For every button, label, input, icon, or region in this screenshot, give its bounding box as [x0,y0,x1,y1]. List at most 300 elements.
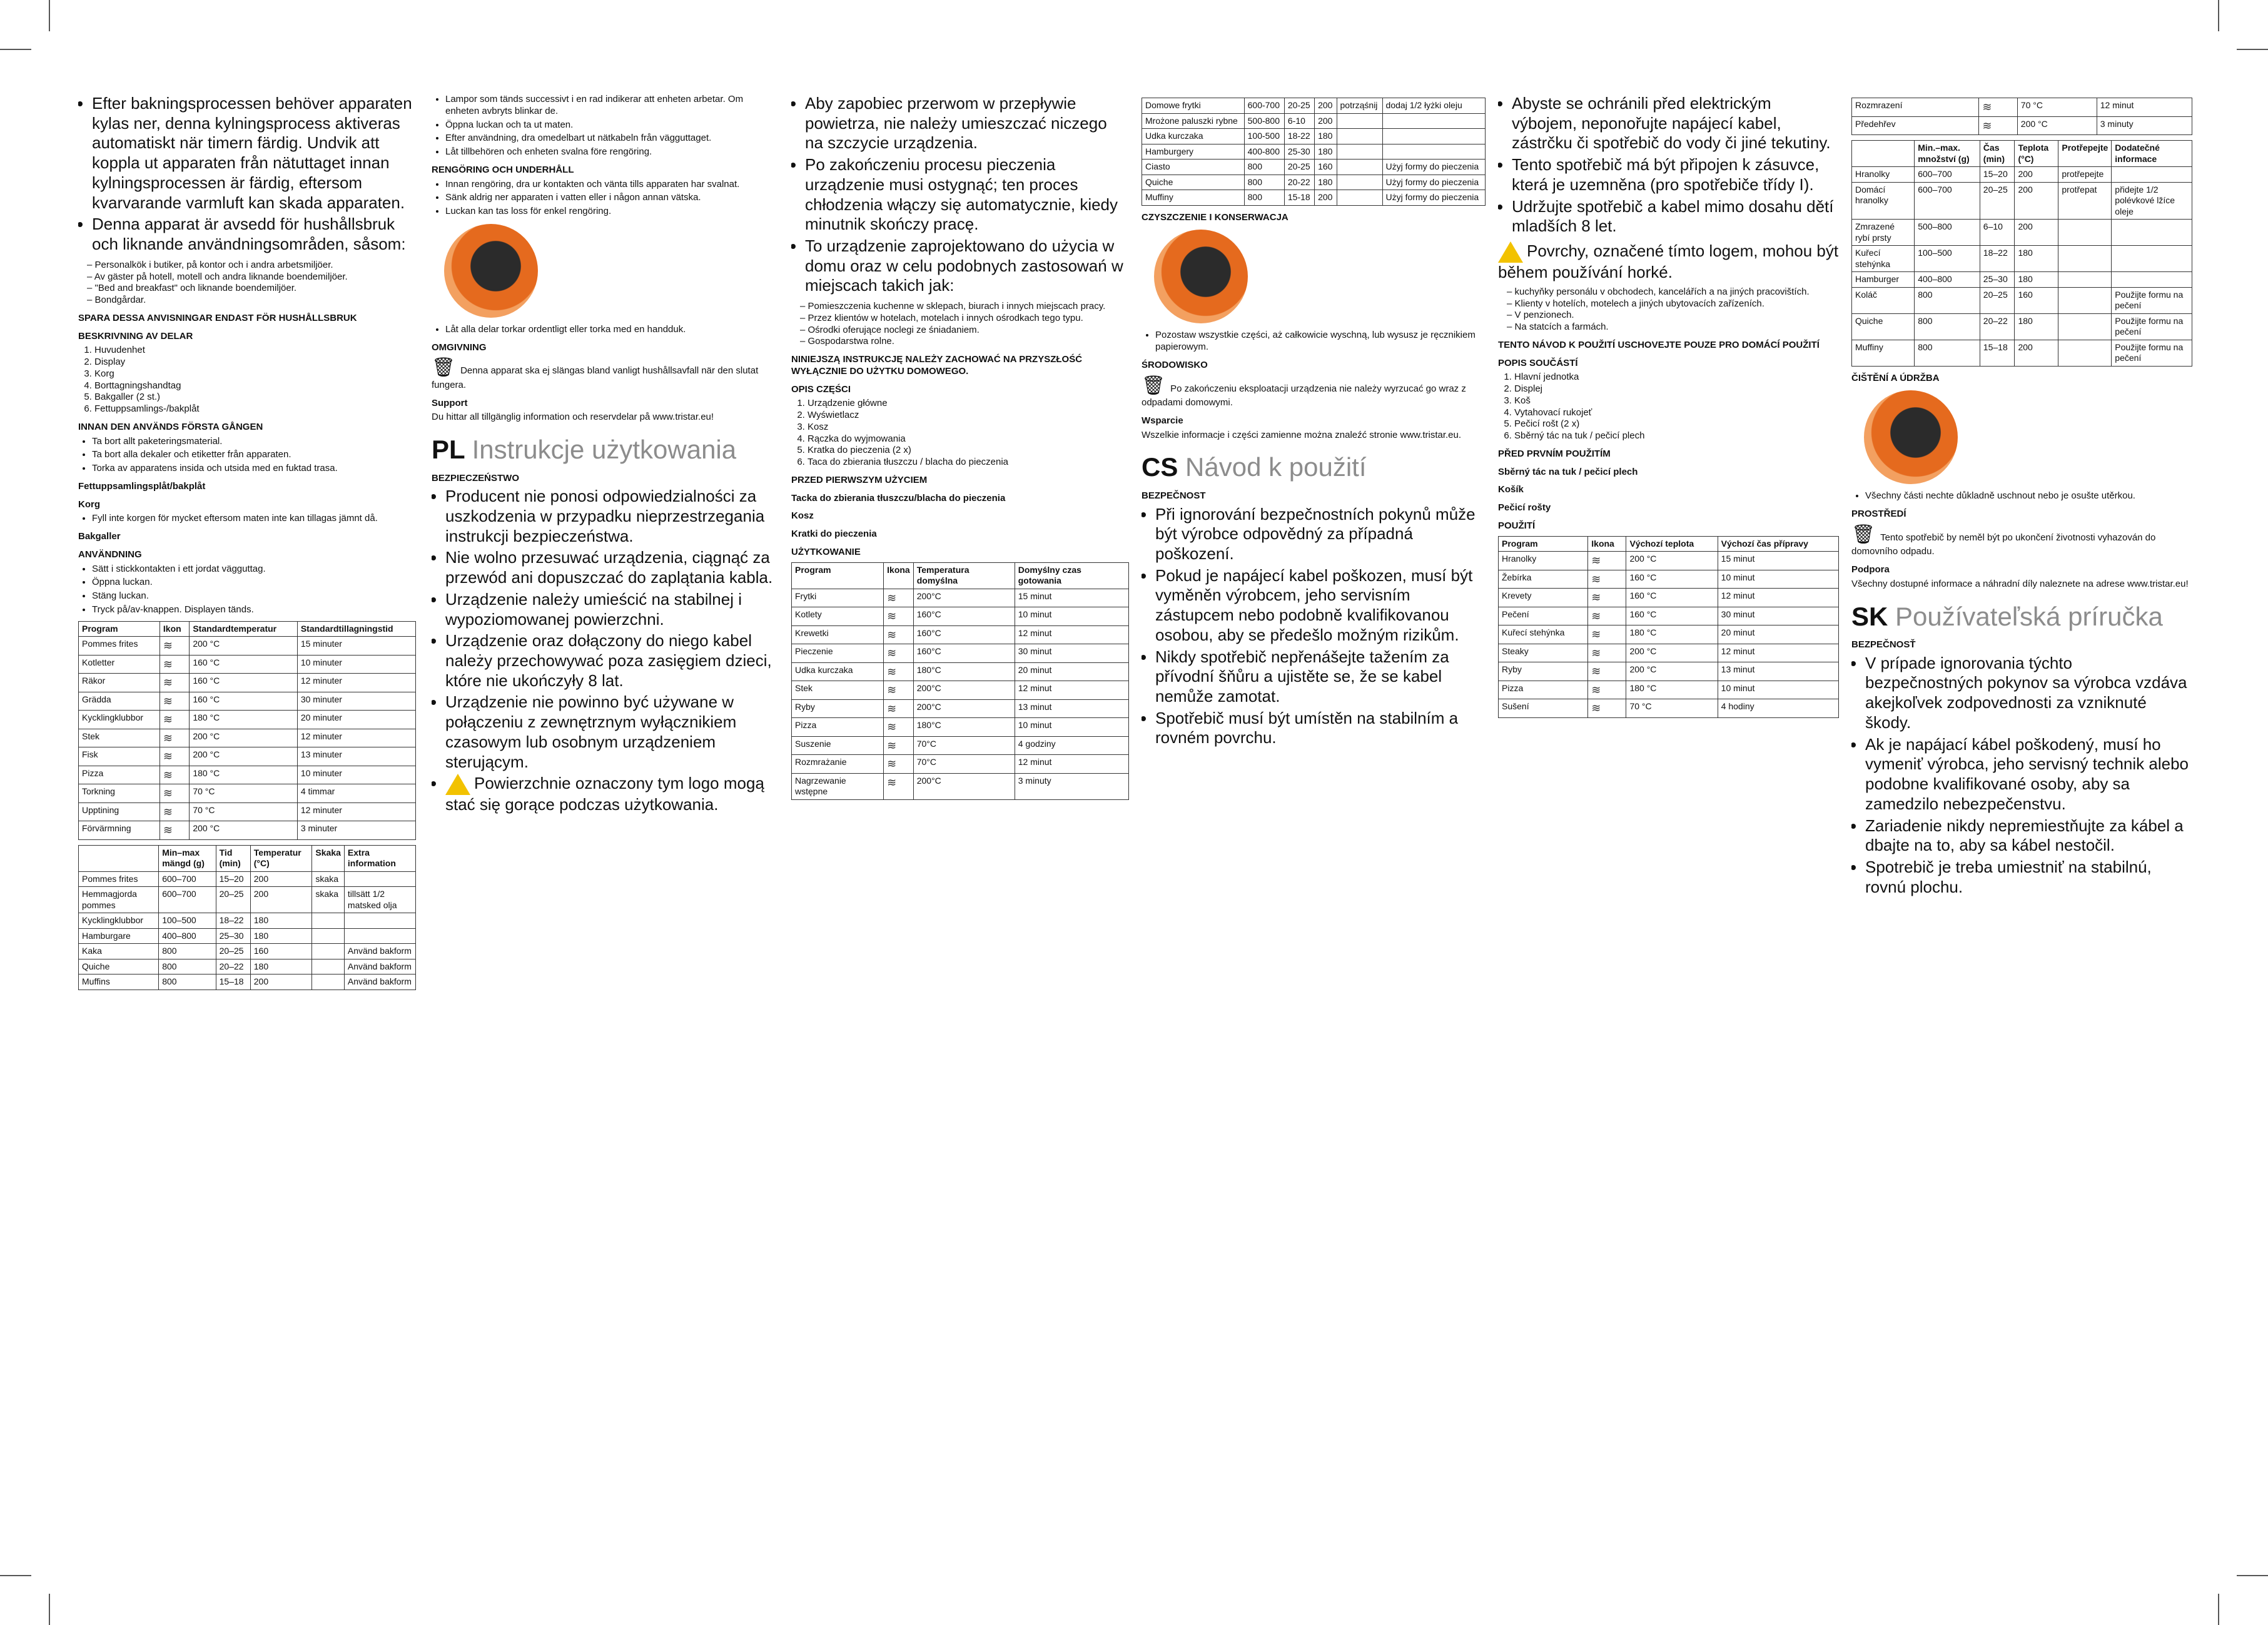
table-row [792,755,1129,774]
crop-mark [0,49,31,50]
table-cell [1337,129,1382,144]
crop-mark [2218,1594,2219,1625]
table-cell: Hamburgery [1142,144,1245,159]
table-cell: 180 °C [190,766,298,784]
before-heading: PRZED PIERWSZYM UŻYCIEM [791,474,928,485]
fat-tray-heading: Tacka do zbierania tłuszczu/blacha do pieczenia [791,492,1006,504]
table-cell: Krewetki [792,625,884,644]
list-item: • Ta bort alla dekaler och etiketter från apparaten. [92,449,416,461]
table-header-cell: Program [79,621,160,637]
program-icon: ≋ [884,607,914,626]
table-cell: Fisk [79,747,160,766]
safety-list [1142,505,1486,749]
table-cell: 70 °C [190,802,298,821]
support-text: Wszelkie informacje i części zamienne można znaleźć stronie www.tristar.eu. [1142,429,1462,440]
list-item: – Ośrodki oferujące noclegi ze śniadaniem. [810,325,1129,337]
table-header-cell: Protřepejte [2058,141,2112,167]
table-row [792,662,1129,681]
crop-mark [2237,1575,2268,1576]
table-cell: 15–20 [216,871,250,887]
list-item: • Tryck på/av-knappen. Displayen tänds. [92,604,416,616]
table-cell: Hamburger [1852,272,1915,288]
table-cell: 180 [1315,175,1337,190]
table-cell: Udka kurczaka [1142,129,1245,144]
list-item [445,774,779,815]
table-cell: 30 minut [1718,607,1838,625]
program-icon: ≋ [1588,625,1626,644]
table-cell: 600-700 [1244,98,1284,114]
table-row [79,729,416,747]
table-cell: 4 godziny [1015,736,1128,755]
table-cell: Předehřev [1852,116,1979,135]
table-cell: protřepat [2058,182,2112,220]
table-cell: Nagrzewanie wstępne [792,773,884,799]
table-row [1852,340,2192,366]
table-cell: 25–30 [1980,272,2015,288]
table-cell: 20–25 [216,944,250,959]
section-title-cs [1142,451,1486,484]
table-cell: Użyj formy do pieczenia [1382,159,1485,175]
list-item: – "Bed and breakfast" och liknande boendemiljöer. [97,283,416,295]
table-cell: Quiche [1142,175,1245,190]
table-row [1499,607,1839,625]
appliance-photo [1154,230,1248,323]
column-polish [791,94,1129,1595]
environment-text [432,356,779,391]
table-row [1142,113,1486,129]
list-item: • Nie wolno przesuwać urządzenia, ciągnąć za przewód ani dopuszczać do zaplątania kabla. [445,548,779,587]
program-icon: ≋ [1588,589,1626,607]
table-cell [2058,340,2112,366]
list-item: 2. Display [94,357,416,368]
lang-title: Používateľská príručka [1895,601,2163,631]
table-cell: 3 minuty [1015,773,1128,799]
table-row [79,766,416,784]
hot-surface-note [1498,241,1839,283]
list-item: • Luckan kan tas loss för enkel rengöring. [445,206,779,218]
table-cell: 18–22 [1980,246,2015,272]
list-item: • Zariadenie nikdy nepremiestňujte za kábel a dbajte na to, aby sa kábel nestočil. [1865,816,2192,856]
table-cell: 800 [159,959,216,974]
table-row [792,625,1129,644]
safety-heading: BEZPEČNOSŤ [1851,639,1916,650]
food-table [78,845,416,990]
table-cell: Muffiny [1852,340,1915,366]
table-cell [1337,159,1382,175]
list-item: • Ak je napájací kábel poškodený, musí ho vymeniť výrobca, jeho servisný technik alebo podobne kvalifikované osoby, aby sa zamedzilo nebezpečenstvu. [1865,735,2192,814]
hot-surface-text: Powierzchnie oznaczony tym logo mogą stać się gorące podczas użytkowania. [445,774,764,814]
table-cell: potrząśnij [1337,98,1382,114]
support-heading: Wsparcie [1142,415,1183,426]
use-heading: UŻYTKOWANIE [791,546,861,557]
parts-heading: POPIS SOUČÁSTÍ [1498,357,1578,368]
dry-list [432,324,779,336]
table-row [79,913,416,929]
program-table-continued [1851,98,2192,135]
table-cell: 800 [1244,159,1284,175]
table-header-cell: Výchozí teplota [1626,536,1718,552]
environment-text-body: Po zakończeniu eksploatacji urządzenia nie należy wyrzucać go wraz z odpadami domowymi. [1142,383,1466,408]
table-header-cell: Program [1499,536,1588,552]
section-title-sk [1851,600,2192,634]
table-cell: 800 [1915,340,1980,366]
table-cell: Muffins [79,974,159,990]
table-cell: Ciasto [1142,159,1245,175]
list-item: • Öppna luckan och ta ut maten. [445,119,779,131]
environment-text-body: Denna apparat ska ej slängas bland vanligt hushållsavfall när den slutat fungera. [432,365,759,390]
table-cell: 160 °C [1626,607,1718,625]
list-item: 3. Koš [1514,395,1839,407]
table-cell: 180 [250,959,312,974]
table-cell: 180 °C [190,711,298,729]
table-cell: 180 [1315,144,1337,159]
table-cell: 200 °C [190,821,298,840]
program-icon: ≋ [884,718,914,737]
program-icon: ≋ [1588,552,1626,570]
table-cell: Pommes frites [79,871,159,887]
hot-surface-text: Povrchy, označené tímto logem, mohou být během používání horké. [1498,241,1839,282]
table-header-cell: Min–max mängd (g) [159,845,216,871]
list-item: – Av gäster på hotell, motell och andra liknande boendemiljöer. [97,271,416,283]
table-cell: Použijte formu na pečení [2112,313,2192,340]
table-cell: 160 °C [190,674,298,692]
table-cell: 160 [1315,159,1337,175]
table-row [79,637,416,656]
list-item: • Urządzenie nie powinno być używane w połączeniu z zewnętrznym wyłącznikiem czasowym lub osobnym urządzeniem sterującym. [445,692,779,772]
table-cell: Kuřecí stehýnka [1499,625,1588,644]
table-cell: Użyj formy do pieczenia [1382,190,1485,206]
table-cell: Stek [792,681,884,700]
table-cell: protřepejte [2058,167,2112,183]
list-item: – Na statcích a farmách. [1517,321,1839,333]
list-item: 3. Kosz [807,422,1129,433]
table-cell: 160°C [913,607,1015,626]
table-cell: 15 minut [1718,552,1838,570]
fat-tray-heading: Sběrný tác na tuk / pečicí plech [1498,466,1638,477]
table-cell: Steaky [1499,644,1588,662]
table-cell: 15 minuter [297,637,415,656]
table-cell: 500-800 [1244,113,1284,129]
use-heading: POUŽITÍ [1498,520,1536,531]
table-header-cell: Standardtemperatur [190,621,298,637]
parts-list [78,345,416,415]
table-cell: 20 minut [1015,662,1128,681]
table-cell: 160 °C [190,692,298,711]
safety-list [432,487,779,815]
table-row [1499,589,1839,607]
table-cell: 12 minut [1015,755,1128,774]
table-cell: 18-22 [1284,129,1314,144]
table-cell: 15–18 [216,974,250,990]
list-item: • Všechny části nechte důkladně uschnout nebo je osušte utěrkou. [1865,490,2192,502]
table-row [1142,98,1486,114]
list-item: 6. Taca do zbierania tłuszczu / blacha do pieczenia [807,457,1129,468]
table-cell: 12 minut [2097,98,2192,117]
cleaning-heading: ČIŠTĚNÍ A ÚDRŽBA [1851,372,1940,383]
list-item: • Pokud je napájecí kabel poškozen, musí být vyměněn výrobcem, jeho servisním zástupcem nebo podobně kvalifikovanou osobou, aby se předešlo možným rizikům. [1155,566,1486,645]
support-text: Du hittar all tillgänglig information och reservdelar på www.tristar.eu! [432,412,714,423]
lang-code: PL [432,435,465,464]
table-cell: 10 minut [1718,681,1838,699]
table-cell [2058,287,2112,313]
table-cell: 200 °C [190,729,298,747]
table-cell [1382,113,1485,129]
table-cell: Torkning [79,784,160,803]
list-item: • Innan rengöring, dra ur kontakten och vänta tills apparaten har svalnat. [445,179,779,191]
table-row [792,644,1129,663]
table-cell: 30 minuter [297,692,415,711]
table-cell: 600–700 [1915,182,1980,220]
table-cell: 20–22 [216,959,250,974]
table-cell [1382,129,1485,144]
table-cell [344,928,415,944]
top-list [791,94,1129,296]
list-item: • Öppna luckan. [92,577,416,589]
program-icon: ≋ [159,821,189,840]
program-icon: ≋ [159,655,189,674]
table-header-cell: Program [792,562,884,589]
list-item: • Abyste se ochránili před elektrickým výbojem, neponořujte napájecí kabel, zástrčku či spotřebič do vody či jiné tekutiny. [1512,94,1839,153]
table-cell [312,913,344,929]
support-heading: Podpora [1851,564,1890,575]
table-cell: 400–800 [1915,272,1980,288]
table-cell: 800 [1915,287,1980,313]
table-cell [312,974,344,990]
table-cell: 200 [1315,98,1337,114]
table-cell: Hamburgare [79,928,159,944]
table-cell: 200°C [913,699,1015,718]
environment-heading: PROSTŘEDÍ [1851,509,1906,519]
column-czech-slovak [1851,94,2192,1595]
table-cell: 20 minut [1718,625,1838,644]
column-swedish [78,94,416,1595]
list-item: • Efter användning, dra omedelbart ut nätkabeln från vägguttaget. [445,133,779,144]
table-header-cell: Skaka [312,845,344,871]
basket-heading: Korg [78,499,100,510]
list-item: 6. Fettuppsamlings-/bakplåt [94,403,416,415]
table-cell: 160 [250,944,312,959]
table-header-cell: Čas (min) [1980,141,2015,167]
table-cell [2058,272,2112,288]
list-item: • Pozostaw wszystkie części, aż całkowicie wyschną, lub wysusz je ręcznikiem papierowym. [1155,330,1486,353]
table-cell: Kaka [79,944,159,959]
program-icon: ≋ [159,674,189,692]
table-row [1852,167,2192,183]
table-cell: Ryby [792,699,884,718]
table-cell: Stek [79,729,160,747]
table-row [1852,313,2192,340]
table-cell: 200 °C [2017,116,2097,135]
table-cell: 25-30 [1284,144,1314,159]
program-icon: ≋ [884,773,914,799]
crop-mark [49,0,50,31]
table-row [1142,190,1486,206]
table-cell: 200 [2015,340,2058,366]
table-cell: 200°C [913,589,1015,607]
table-cell: Domowe frytki [1142,98,1245,114]
program-table [78,621,416,840]
racks-heading: Kratki do pieczenia [791,529,877,540]
table-header-row [792,562,1129,589]
program-icon: ≋ [159,747,189,766]
table-cell [1337,175,1382,190]
parts-list [1498,372,1839,442]
table-cell: 13 minut [1718,662,1838,681]
table-row [1499,699,1839,718]
table-cell: Använd bakform [344,944,415,959]
cleaning-heading: RENGÖRING OCH UNDERHÅLL [432,164,574,175]
table-cell: Kycklingklubbor [79,913,159,929]
crop-mark [2237,49,2268,50]
table-cell: 30 minut [1015,644,1128,663]
basket-heading: Košík [1498,484,1524,495]
table-header-cell: Temperatur (°C) [250,845,312,871]
lang-code: SK [1851,601,1888,631]
environment-heading: ŚRODOWISKO [1142,359,1208,370]
safety-heading: BEZPIECZEŃSTWO [432,472,520,483]
table-row [79,747,416,766]
table-cell: Upptining [79,802,160,821]
table-cell: 200 °C [1626,552,1718,570]
table-cell: 200 [2015,182,2058,220]
table-cell: 12 minut [1015,625,1128,644]
table-cell: 160 °C [1626,589,1718,607]
table-header-cell: Temperatura domyślna [913,562,1015,589]
hot-surface-warning-icon [445,774,470,795]
crop-mark [2218,0,2219,31]
table-cell [344,913,415,929]
table-cell: 200 °C [1626,644,1718,662]
table-row [1852,287,2192,313]
table-cell: Grädda [79,692,160,711]
top-list [432,94,779,158]
table-cell: 25–30 [216,928,250,944]
list-item: • Tento spotřebič má být připojen k zásuvce, která je uzemněna (pro spotřebiče třídy I). [1512,155,1839,195]
table-cell: 180 °C [1626,681,1718,699]
list-item: • Sätt i stickkontakten i ett jordat vägguttag. [92,564,416,575]
table-header-cell [1852,141,1915,167]
use-heading: ANVÄNDNING [78,549,142,560]
table-cell: Použijte formu na pečení [2112,287,2192,313]
table-cell [312,944,344,959]
lang-code: CS [1142,452,1178,482]
table-row [1142,159,1486,175]
table-cell: 160 °C [1626,570,1718,589]
table-row [79,692,416,711]
appliance-photo [1864,390,1958,484]
table-cell: 200°C [913,773,1015,799]
usage-list [78,260,416,306]
environment-text [1851,523,2192,558]
table-cell: Použijte formu na pečení [2112,340,2192,366]
list-item: 4. Borttagningshandtag [94,380,416,392]
table-cell: 500–800 [1915,220,1980,246]
program-icon: ≋ [1979,98,2017,117]
table-row [1142,175,1486,190]
list-item: • Fyll inte korgen för mycket eftersom maten inte kan tillagas jämnt då. [92,513,416,525]
appliance-photo [444,224,538,318]
program-icon: ≋ [884,644,914,663]
table-cell: 10 minut [1015,718,1128,737]
table-header-cell: Extra information [344,845,415,871]
table-cell: Frytki [792,589,884,607]
table-cell: 4 timmar [297,784,415,803]
table-cell: 20–25 [1980,287,2015,313]
environment-text [1142,374,1486,409]
table-cell: 180 [250,913,312,929]
list-item: • Spotřebič musí být umístěn na stabilním a rovném povrchu. [1155,709,1486,748]
table-cell: Kycklingklubbor [79,711,160,729]
table-header-cell [79,845,159,871]
table-cell: 4 hodiny [1718,699,1838,718]
parts-heading: BESKRIVNING AV DELAR [78,330,193,342]
table-cell [2112,246,2192,272]
table-cell: Räkor [79,674,160,692]
table-row [1852,116,2192,135]
program-icon: ≋ [159,802,189,821]
safety-list [1851,654,2192,898]
cleaning-list [432,179,779,218]
table-row [1852,246,2192,272]
table-row [79,944,416,959]
table-cell: Użyj formy do pieczenia [1382,175,1485,190]
top-list [1498,94,1839,236]
program-icon: ≋ [159,729,189,747]
table-cell: 160°C [913,644,1015,663]
table-header-cell: Výchozí čas přípravy [1718,536,1838,552]
table-row [79,928,416,944]
table-cell: Använd bakform [344,959,415,974]
table-cell: dodaj 1/2 łyżki oleju [1382,98,1485,114]
table-cell: přidejte 1/2 polévkové lžíce oleje [2112,182,2192,220]
program-icon: ≋ [159,711,189,729]
table-row [79,887,416,913]
program-icon: ≋ [884,589,914,607]
list-item: 4. Vytahovací rukojeť [1514,407,1839,419]
table-cell: 180 [2015,313,2058,340]
table-cell: 12 minut [1015,681,1128,700]
table-cell: Pommes frites [79,637,160,656]
table-cell: Rozmrażanie [792,755,884,774]
parts-list [791,398,1129,468]
table-cell: 15–20 [1980,167,2015,183]
list-item: 5. Kratka do pieczenia (2 x) [807,445,1129,457]
list-item: • Spotrebič je treba umiestniť na stabilnú, rovnú plochu. [1865,858,2192,897]
list-item: – Personalkök i butiker, på kontor och i andra arbetsmiljöer. [97,260,416,271]
table-cell: 70 °C [190,784,298,803]
safety-heading: BEZPEČNOST [1142,490,1206,501]
table-cell: 100-500 [1244,129,1284,144]
program-table [1498,536,1839,718]
table-cell: 200 [250,974,312,990]
crop-mark [0,1575,31,1576]
table-cell [312,928,344,944]
table-row [79,655,416,674]
basket-heading: Kosz [791,510,814,522]
table-cell: Pečení [1499,607,1588,625]
list-item: 2. Wyświetlacz [807,410,1129,422]
table-header-cell: Domyślny czas gotowania [1015,562,1128,589]
parts-heading: OPIS CZĘŚCI [791,383,851,395]
list-item: 5. Bakgaller (2 st.) [94,392,416,403]
table-cell: 200°C [913,681,1015,700]
table-row [1499,625,1839,644]
table-cell: Pieczenie [792,644,884,663]
table-cell: Quiche [1852,313,1915,340]
table-cell [2058,313,2112,340]
table-header-cell: Tid (min) [216,845,250,871]
table-cell: 800 [159,944,216,959]
